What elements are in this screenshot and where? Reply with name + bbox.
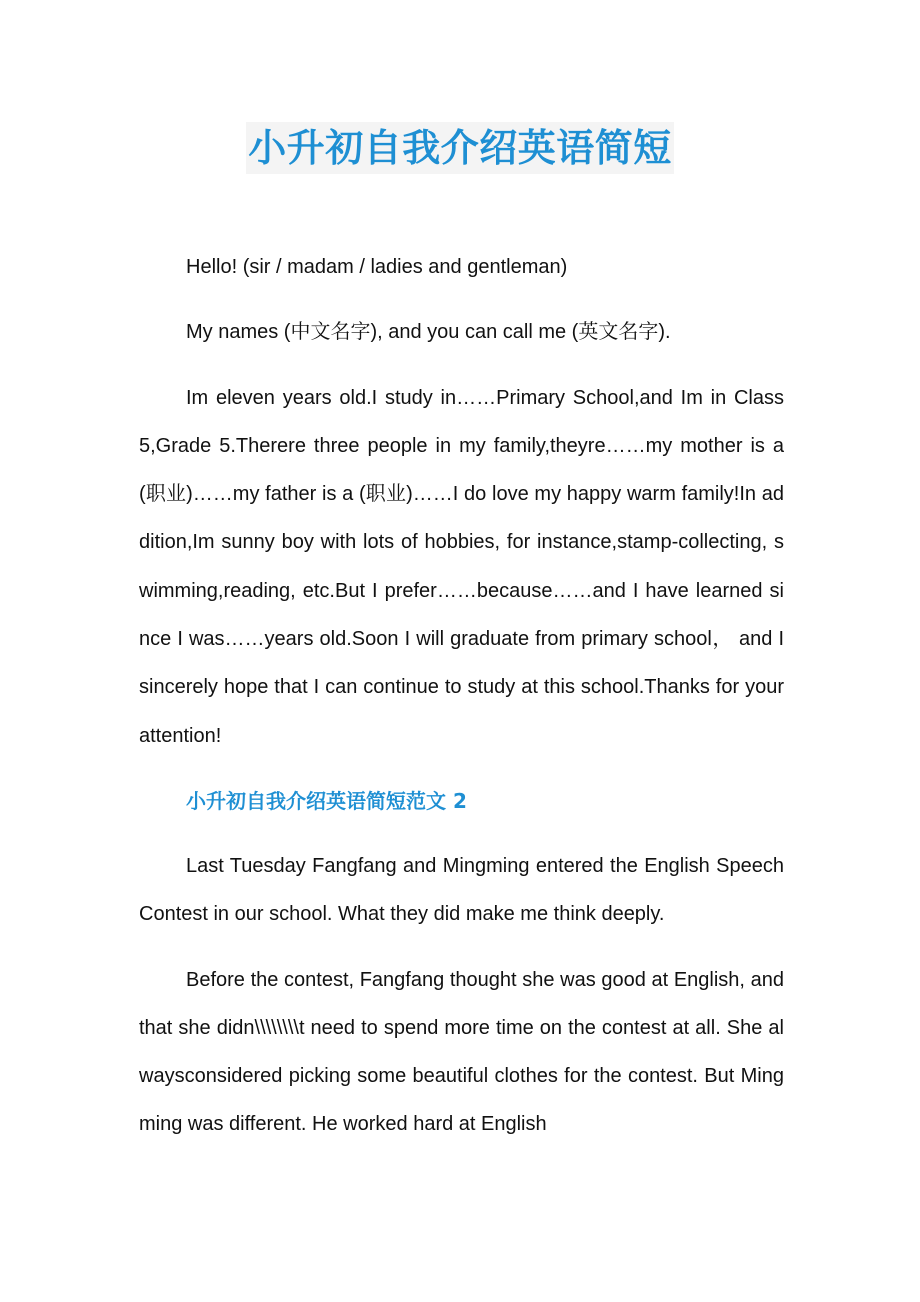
section-subheading: 小升初自我介绍英语简短范文 2: [186, 788, 467, 813]
document-body: [139, 243, 784, 1166]
paragraph-contest-intro: Last Tuesday Fangfang and Mingming entered the English Speech Contest in our school. What they did make me think deeply.: [139, 854, 784, 926]
document-title: 小升初自我介绍英语简短: [246, 122, 674, 174]
paragraph-greeting: Hello! (sir / madam / ladies and gentleman): [186, 256, 568, 278]
title-wrap: [0, 122, 920, 174]
paragraph-introduction: Im eleven years old.I study in……Primary School,and Im in Class 5,Grade 5.Therere three people in my family,theyre……my mother is a (职业)……my father is a (职业)……I do love my happy warm family!In addition,Im sunny boy with lots of hobbies, for instance,stamp-collecting, swimming,reading, etc.But I prefer……because……and I have learned since I was……years old.Soon I will graduate from primary school， and I sincerely hope that I can continue to study at this school.Thanks for your attention!: [139, 386, 784, 747]
paragraph-contest-detail: Before the contest, Fangfang thought she was good at English, and that she didn\\\\\\\\t need to spend more time on the contest at all. She alwaysconsidered picking some beautiful clothes for the contest. But Mingming was different. He worked hard at English: [139, 968, 784, 1136]
paragraph-name: My names (中文名字), and you can call me (英文名字).: [186, 321, 671, 344]
